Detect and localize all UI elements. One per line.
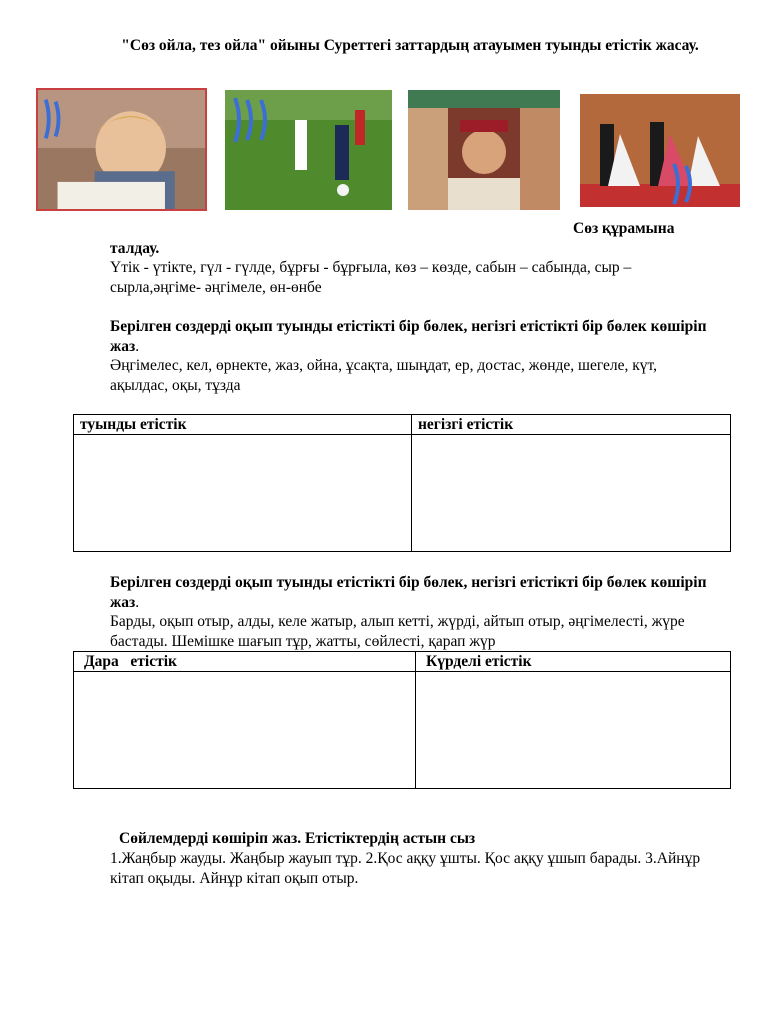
table2-header-col1: Дара етістік [74, 652, 416, 672]
table2-answer-col1[interactable] [74, 672, 416, 789]
dancers-photo [580, 94, 740, 207]
boy-writing-photo [36, 88, 207, 211]
table1-answer-col1[interactable] [74, 435, 412, 552]
section1-heading-left: талдау. [110, 240, 160, 257]
section3-instruction [110, 573, 710, 612]
section2-instruction-text: Берілген сөздерді оқып туынды етістікті бір бөлек, негізгі етістікті бір бөлек көшіріп жаз [110, 318, 707, 355]
section4-heading: Сөйлемдерді көшіріп жаз. Етістіктердің астын сыз [119, 830, 476, 847]
section1-text: Үтік - үтікте, гүл - гүлде, бұрғы - бұрғыла, көз – көзде, сабын – сабында, сыр – сырла,әңгіме- әңгімеле, өн-өнбе [110, 259, 632, 296]
football-photo [225, 90, 392, 210]
table1-answer-col2[interactable] [412, 435, 731, 552]
section3-instruction-text: Берілген сөздерді оқып туынды етістікті бір бөлек, негізгі етістікті бір бөлек көшіріп жаз [110, 574, 707, 611]
table2-header-col2: Күрделі етістік [416, 652, 731, 672]
verb-table-2 [73, 651, 731, 789]
section3-words: Барды, оқып отыр, алды, келе жатыр, алып кетті, жүрді, айтып отыр, әңгімелесті, жүре бастады. Шемішке шағып тұр, жатты, сөйлесті, қарап жүр [110, 613, 685, 650]
books-reader-photo [408, 90, 560, 210]
section2-words: Әңгімелес, кел, өрнекте, жаз, ойна, ұсақта, шыңдат, ер, достас, жөнде, шегеле, күт, ақылдас, оқы, тұзда [110, 357, 658, 394]
table1-header-col1: туынды етістік [74, 415, 412, 435]
section2-instruction [110, 317, 710, 356]
verb-table-1 [73, 414, 731, 552]
page-title: "Сөз ойла, тез ойла" ойыны Суреттегі заттардың атауымен туынды етістік жасау. [121, 37, 699, 54]
table2-answer-col2[interactable] [416, 672, 731, 789]
table1-header-col2: негізгі етістік [412, 415, 731, 435]
section4-text: 1.Жаңбыр жауды. Жаңбыр жауып тұр. 2.Қос аққу ұшты. Қос аққу ұшып барады. 3.Айнұр кітап оқыды. Айнұр кітап оқып отыр. [110, 850, 701, 887]
section2-instruction-end: . [135, 337, 140, 355]
section1-heading-right: Сөз құрамына [573, 220, 675, 237]
section3-instruction-end: . [135, 593, 140, 611]
